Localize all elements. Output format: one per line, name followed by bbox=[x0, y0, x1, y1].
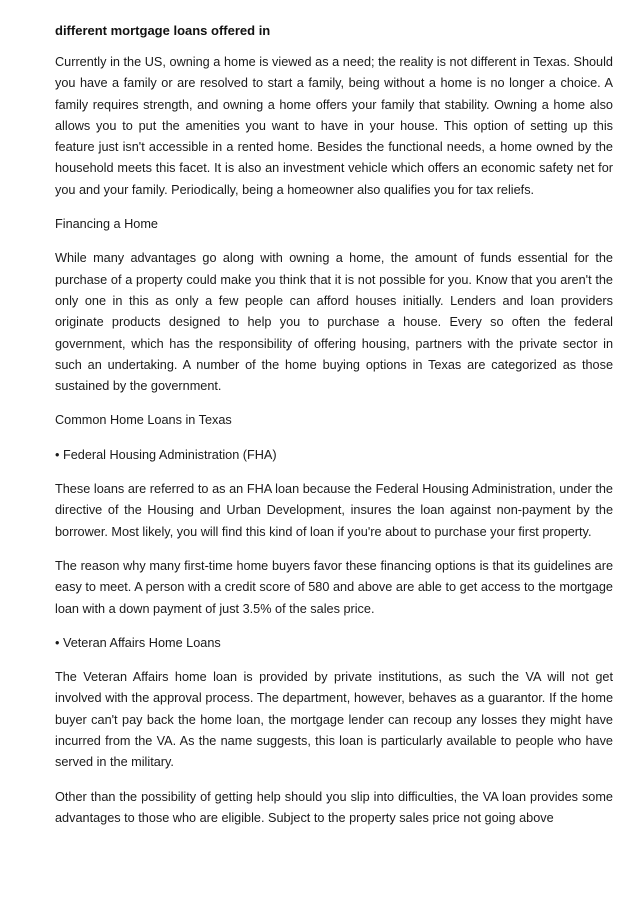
va-paragraph-1: The Veteran Affairs home loan is provided by private institutions, as such the VA will not get involved with the approval process. The department, however, behaves as a guarantor. If the home buyer can't pay back the home loan, the mortgage lender can recoup any losses they might have incurred from the VA. As the name suggests, this loan is particularly available to people who have served in the military. bbox=[55, 670, 613, 770]
section-heading-financing: Financing a Home bbox=[55, 217, 158, 232]
fha-paragraph-1: These loans are referred to as an FHA loan because the Federal Housing Administration, under the directive of the Housing and Urban Development, insures the loan against non-payment by the borrower. Most likely, you will find this kind of loan if you're about to purchase your first property. bbox=[55, 482, 613, 539]
fha-paragraph-2: The reason why many first-time home buyers favor these financing options is that its guidelines are easy to meet. A person with a credit score of 580 and above are able to get access to the mortgage loan with a down payment of just 3.5% of the sales price. bbox=[55, 558, 613, 616]
section-heading-common-loans: Common Home Loans in Texas bbox=[55, 413, 232, 428]
bullet-heading-va: • Veteran Affairs Home Loans bbox=[55, 635, 221, 650]
intro-paragraph: Currently in the US, owning a home is viewed as a need; the reality is not different in Texas. Should you have a family or are resolved to start a family, being without a home is no longer a choice. A family requires strength, and owning a home offers your family that stability. Owning a home also allows you to put the amenities you want to have in your house. This option of setting up this feature just isn't accessible in a rented home. Besides the functional needs, a home owned by the household meets this facet. It is also an investment vehicle which offers an economic safety net for you and your family. Periodically, being a homeowner also qualifies you for tax reliefs. bbox=[55, 55, 613, 197]
bullet-heading-fha: • Federal Housing Administration (FHA) bbox=[55, 447, 277, 462]
document-title: different mortgage loans offered in bbox=[55, 23, 271, 38]
financing-paragraph: While many advantages go along with owning a home, the amount of funds essential for the purchase of a property could make you think that it is not possible for you. Know that you aren't the only one in this as only a few people can afford houses initially. Lenders and loan providers originate products designed to help you to purchase a house. Every so often the federal government, which has the responsibility of offering housing, partners with the private sector in such an undertaking. A number of the home buying options in Texas are categorized as those sustained by the government. bbox=[55, 251, 613, 394]
va-paragraph-2: Other than the possibility of getting help should you slip into difficulties, the VA loan provides some advantages to those who are eligible. Subject to the property sales price not going above bbox=[55, 789, 613, 825]
